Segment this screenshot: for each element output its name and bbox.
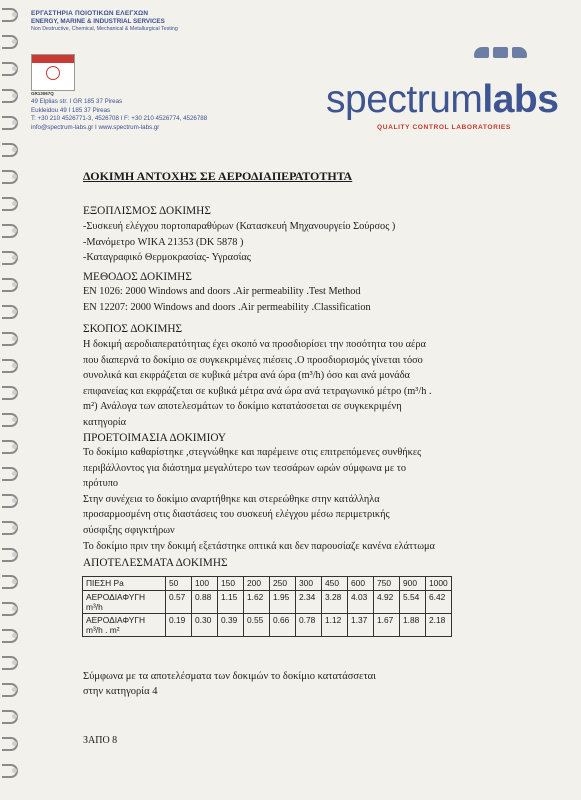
binding-ring xyxy=(2,764,18,778)
binding-ring xyxy=(2,494,18,508)
binding-ring xyxy=(2,170,18,184)
binding-ring xyxy=(2,224,18,238)
lab-services: Non Destructive, Chemical, Mechanical & Metallurgical Testing xyxy=(31,26,178,32)
lab-name-english: ENERGY, MARINE & INDUSTRIAL SERVICES xyxy=(31,18,165,25)
value-cell: 4.03 xyxy=(348,591,374,614)
results-heading: ΑΠΟΤΕΛΕΣΜΑΤΑ ΔΟΚΙΜΗΣ xyxy=(83,557,228,569)
value-cell: 6.42 xyxy=(426,591,452,614)
row-label-name: ΑΕΡΟΔΙΑΦΥΓΗ xyxy=(86,615,146,625)
pressure-label: ΠΙΕΣΗ Pa xyxy=(83,577,166,591)
pressure-cell: 150 xyxy=(218,577,244,591)
pressure-cell: 100 xyxy=(192,577,218,591)
value-cell: 1.67 xyxy=(374,614,400,637)
helmet-icon xyxy=(474,47,489,58)
binding-ring xyxy=(2,8,18,22)
purpose-line: m²) Ανάλογα των αποτελεσμάτων το δοκίμιο κατατάσσεται σε συγκεκριμένη xyxy=(83,401,402,413)
pressure-cell: 900 xyxy=(400,577,426,591)
brand-tagline: QUALITY CONTROL LABORATORIES xyxy=(377,124,511,131)
row-label-name: ΑΕΡΟΔΙΑΦΥΓΗ xyxy=(86,592,146,602)
binding-ring xyxy=(2,440,18,454)
method-item: EN 1026: 2000 Windows and doors .Air permeability .Test Method xyxy=(83,286,361,297)
lab-name-greek: ΕΡΓΑΣΤΗΡΙΑ ΠΟΙΟΤΙΚΩΝ ΕΛΕΓΧΩΝ xyxy=(31,10,149,17)
certificate-code: GR13067Q xyxy=(31,91,54,96)
binding-ring xyxy=(2,35,18,49)
value-cell: 1.15 xyxy=(218,591,244,614)
preparation-line: προσαρμοσμένη στις διαστάσεις του συσκευή ελέγχου μέσω περιμετρικής xyxy=(83,509,390,521)
value-cell: 1.95 xyxy=(270,591,296,614)
table-row xyxy=(83,591,452,614)
value-cell: 4.92 xyxy=(374,591,400,614)
binding-ring xyxy=(2,575,18,589)
page-number: ЗАПО 8 xyxy=(83,735,118,746)
binding-ring xyxy=(2,710,18,724)
pressure-cell: 300 xyxy=(296,577,322,591)
brand-icons xyxy=(474,47,527,58)
binding-ring xyxy=(2,116,18,130)
value-cell: 0.66 xyxy=(270,614,296,637)
preparation-line: σύσφιξης σφιγκτήρων xyxy=(83,524,175,536)
binding-ring xyxy=(2,305,18,319)
purpose-line: κατηγορία xyxy=(83,416,127,428)
spectrumlabs-logo: spectrumlabs xyxy=(326,78,559,121)
binding-ring xyxy=(2,89,18,103)
preparation-line: Στην συνέχεια το δοκίμιο αναρτήθηκε και στερεώθηκε στην κατάλληλα xyxy=(83,493,380,505)
spiral-binding xyxy=(0,0,22,800)
equipment-heading: ΕΞΟΠΛΙΣΜΟΣ ΔΟΚΙΜΗΣ xyxy=(83,205,211,217)
binding-ring xyxy=(2,386,18,400)
value-cell: 1.12 xyxy=(322,614,348,637)
row-label-unit: m³/h xyxy=(86,602,103,612)
conclusion xyxy=(83,669,376,700)
factory-icon xyxy=(512,47,527,58)
binding-ring xyxy=(2,143,18,157)
address-line: 49 Elplias str. I GR 185 37 Pireas xyxy=(31,98,123,105)
binding-ring xyxy=(2,359,18,373)
value-cell: 0.57 xyxy=(166,591,192,614)
value-cell: 0.39 xyxy=(218,614,244,637)
pressure-cell: 200 xyxy=(244,577,270,591)
conclusion-line: Σύμφωνα με τα αποτελέσματα των δοκιμών το δοκίμιο κατατάσσεται xyxy=(83,671,376,682)
results-table xyxy=(82,576,452,637)
equipment-item: -Μανόμετρο WIKA 21353 (DK 5878 ) xyxy=(83,236,244,248)
preparation-line: περιβάλλοντος για διάστημα μεγαλύτερο των τεσσάρων ωρών σύμφωνα με το xyxy=(83,462,407,474)
binding-ring xyxy=(2,413,18,427)
value-cell: 0.30 xyxy=(192,614,218,637)
lab-address xyxy=(31,98,207,132)
purpose-line: επιφανείας και εκφράζεται σε κυβικά μέτρα ανά ώρα ανά τετραγωνικό μέτρο (m³/h . xyxy=(83,385,432,397)
preparation-text xyxy=(83,445,435,554)
equipment-item: -Συσκευή ελέγχου πορτοπαραθύρων (Κατασκευή Μηχανουργείο Σούρσος ) xyxy=(83,221,396,232)
method-list xyxy=(83,284,371,315)
binding-ring xyxy=(2,683,18,697)
value-cell: 2.18 xyxy=(426,614,452,637)
binding-ring xyxy=(2,548,18,562)
value-cell: 1.62 xyxy=(244,591,270,614)
binding-ring xyxy=(2,197,18,211)
value-cell: 0.78 xyxy=(296,614,322,637)
accreditation-logo xyxy=(31,54,75,91)
purpose-line: που διαπερνά το δοκίμιο σε συγκεκριμένες πιέσεις .Ο προσδιορισμός γίνεται τόσο xyxy=(83,354,423,366)
binding-ring xyxy=(2,521,18,535)
preparation-line: πρότυπο xyxy=(83,478,119,490)
preparation-line: Το δοκίμιο καθαρίστηκε ,στεγνώθηκε και παρέμεινε στις επιτρεπόμενες συνθήκες xyxy=(83,447,422,458)
binding-ring xyxy=(2,629,18,643)
binding-ring xyxy=(2,332,18,346)
value-cell: 3.28 xyxy=(322,591,348,614)
table-header-row xyxy=(83,577,452,591)
purpose-text xyxy=(83,337,432,431)
row-label xyxy=(83,614,166,637)
preparation-heading: ΠΡΟΕΤΟΙΜΑΣΙΑ ΔΟΚΙΜΙΟΥ xyxy=(83,432,227,444)
method-item: EN 12207: 2000 Windows and doors .Air permeability .Classification xyxy=(83,301,371,313)
address-line: Eukleidou 49 I 185 37 Pireas xyxy=(31,106,111,114)
address-line: info@spectrum-labs.gr I www.spectrum-labs.gr xyxy=(31,123,160,131)
value-cell: 5.54 xyxy=(400,591,426,614)
conclusion-line: στην κατηγορία 4 xyxy=(83,686,158,698)
value-cell: 0.55 xyxy=(244,614,270,637)
lab-header xyxy=(31,10,291,32)
binding-ring xyxy=(2,602,18,616)
pressure-cell: 250 xyxy=(270,577,296,591)
table-row xyxy=(83,614,452,637)
ship-icon xyxy=(493,47,508,58)
pressure-cell: 450 xyxy=(322,577,348,591)
purpose-line: συνολικά και εκφράζεται σε κυβικά μέτρα ανά ώρα (m³/h) όσο και ανά μονάδα xyxy=(83,370,410,382)
row-label xyxy=(83,591,166,614)
binding-ring xyxy=(2,278,18,292)
binding-ring xyxy=(2,62,18,76)
method-heading: ΜΕΘΟΔΟΣ ΔΟΚΙΜΗΣ xyxy=(83,271,192,283)
document-title: ΔΟΚΙΜΗ ΑΝΤΟΧΗΣ ΣΕ ΑΕΡΟΔΙΑΠΕΡΑΤΟΤΗΤΑ xyxy=(83,169,353,183)
value-cell: 1.88 xyxy=(400,614,426,637)
binding-ring xyxy=(2,656,18,670)
value-cell: 1.37 xyxy=(348,614,374,637)
pressure-cell: 750 xyxy=(374,577,400,591)
binding-ring xyxy=(2,467,18,481)
preparation-line: Το δοκίμιο πριν την δοκιμή εξετάστηκε οπτικά και δεν παρουσίαζε κανένα ελάττωμα xyxy=(83,540,435,552)
value-cell: 0.88 xyxy=(192,591,218,614)
value-cell: 0.19 xyxy=(166,614,192,637)
value-cell: 2.34 xyxy=(296,591,322,614)
binding-ring xyxy=(2,737,18,751)
equipment-item: -Καταγραφικό Θερμοκρασίας- Υγρασίας xyxy=(83,252,251,264)
row-label-unit: m³/h . m² xyxy=(86,625,120,635)
equipment-list xyxy=(83,219,395,266)
pressure-cell: 600 xyxy=(348,577,374,591)
pressure-cell: 1000 xyxy=(426,577,452,591)
purpose-line: Η δοκιμή αεροδιαπερατότητας έχει σκοπό να προσδιορίσει την ποσότητα του αέρα xyxy=(83,339,426,350)
address-line: T: +30 210 4526771-3, 4526708 I F: +30 210 4526774, 4526788 xyxy=(31,115,208,123)
purpose-heading: ΣΚΟΠΟΣ ΔΟΚΙΜΗΣ xyxy=(83,323,183,335)
pressure-cell: 50 xyxy=(166,577,192,591)
binding-ring xyxy=(2,251,18,265)
